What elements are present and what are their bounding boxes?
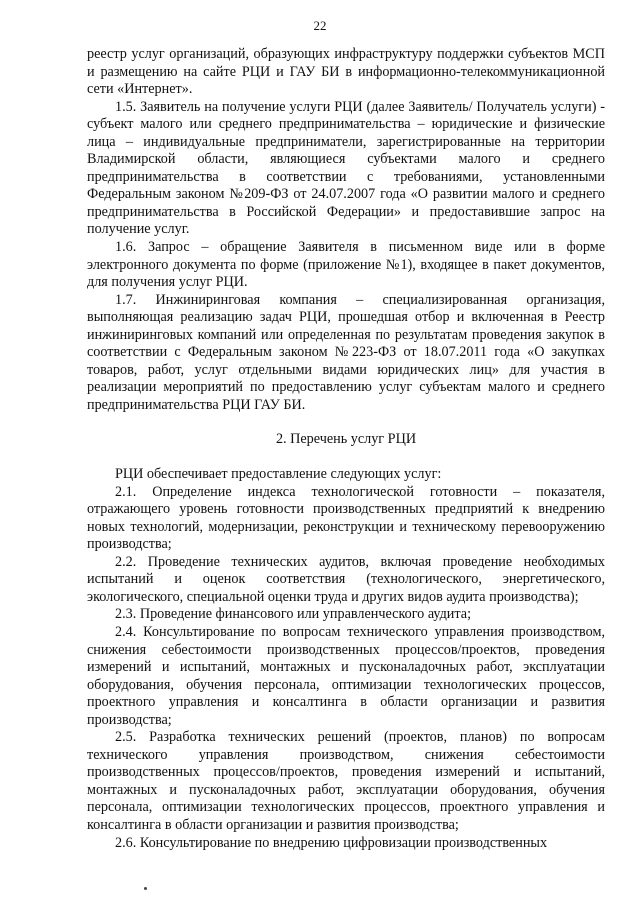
section-title: 2. Перечень услуг РЦИ <box>275 431 417 448</box>
paragraph-1-6-request: 1.6. Запрос – обращение Заявителя в письменном виде или в форме электронного документа по форме (приложение №1), входящее в пакет документов, для получения услуг РЦИ. <box>87 239 605 291</box>
document-body <box>87 46 605 852</box>
paragraph-2-2: 2.2. Проведение технических аудитов, включая проведение необходимых испытаний и оценок соответствия (технологического, энергетического, экологического, специальной оценки труда и других видов аудита производства); <box>87 553 605 605</box>
stray-dot-mark <box>144 887 147 890</box>
paragraph-registry-continuation: реестр услуг организаций, образующих инфраструктуру поддержки субъектов МСП и размещению на сайте РЦИ и ГАУ БИ в информационно-телекоммуникационной сети «Интернет». <box>87 46 605 98</box>
paragraph-1-5-applicant: 1.5. Заявитель на получение услуги РЦИ (далее Заявитель/ Получатель услуги) - субъект малого или среднего предпринимательства – юридические и физические лица – индивидуальные предприниматели, зарегистрированные на территории Владимирской области, являющиеся субъектами малого и среднего предпринимательства в соответствии с требованиями, установленными Федеральным законом №209-ФЗ от 24.07.2007 года «О развитии малого и среднего предпринимательства в Российской Федерации» и предоставившие запрос на получение услуг. <box>87 98 605 238</box>
paragraph-2-4: 2.4. Консультирование по вопросам технического управления производством, снижения себестоимости производственных процессов/проектов, проведения измерений и испытаний, монтажных и пусконаладочных работ, эксплуатации оборудования, обучения персонала, оптимизации технологических процессов, проектного управления и консалтинга в области организации и развития производства; <box>87 623 605 728</box>
paragraph-2-3: 2.3. Проведение финансового или управленческого аудита; <box>115 606 472 623</box>
paragraph-1-7-engineering-company: 1.7. Инжиниринговая компания – специализированная организация, выполняющая реализацию задач РЦИ, прошедшая отбор и включенная в Реестр инжиниринговых компаний или определенная по результатам проведения закупок в соответствии с Федеральным законом №223-ФЗ от 18.07.2011 года «О закупках товаров, работ, услуг отдельными видами юридических лиц» для участия в реализации мероприятий по предоставлению услуг субъектам малого и среднего предпринимательства РЦИ ГАУ БИ. <box>87 291 605 413</box>
paragraph-2-5: 2.5. Разработка технических решений (проектов, планов) по вопросам технического управления производством, снижения себестоимости производственных процессов/проектов, проведения измерений и испытаний, монтажных и пусконаладочных работ, эксплуатации оборудования, обучения персонала, оптимизации технологических процессов, проектного управления и консалтинга в области организации и развития производства; <box>87 729 605 833</box>
paragraph-services-intro: РЦИ обеспечивает предоставление следующих услуг: <box>115 466 442 483</box>
paragraph-2-1: 2.1. Определение индекса технологической готовности – показателя, отражающего уровень готовности производственных предприятий к внедрению новых технологий, модернизации, реконструкции и техническому перевооружению производства; <box>87 483 605 553</box>
paragraph-2-6: 2.6. Консультирование по внедрению цифровизации производственных <box>115 834 548 851</box>
page-number: 22 <box>313 18 327 33</box>
